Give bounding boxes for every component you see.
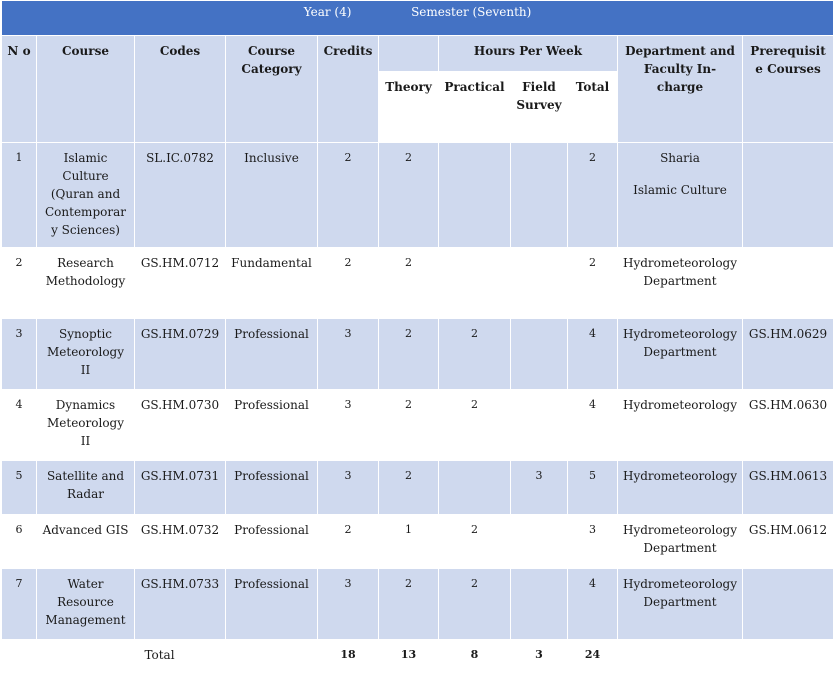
row-number: 4 (2, 390, 37, 461)
header-no: N o (2, 36, 37, 143)
department-spacer (623, 167, 737, 181)
course-code: GS.HM.0712 (135, 248, 226, 319)
field-survey-hours (511, 143, 568, 248)
theory-hours: 1 (379, 515, 439, 569)
table-row (2, 248, 834, 319)
practical-hours (439, 143, 511, 248)
credits-value: 3 (318, 461, 379, 515)
field-survey-hours (511, 248, 568, 319)
course-category: Professional (226, 319, 318, 390)
practical-hours: 2 (439, 319, 511, 390)
header-course: Course (37, 36, 135, 143)
department-name: Sharia (660, 151, 700, 165)
course-name: Satellite and Radar (37, 461, 135, 515)
department-subunit: Islamic Culture (633, 183, 727, 197)
total-row-filler (618, 640, 834, 673)
row-number: 6 (2, 515, 37, 569)
department-cell (618, 515, 743, 569)
prerequisite-courses (743, 248, 834, 319)
theory-hours: 2 (379, 390, 439, 461)
header-theory: Theory (379, 72, 439, 143)
table-row (2, 143, 834, 248)
field-survey-hours (511, 515, 568, 569)
total-hours: 4 (568, 569, 618, 640)
field-survey-hours (511, 319, 568, 390)
total-credits: 18 (318, 640, 379, 673)
practical-hours: 2 (439, 569, 511, 640)
practical-hours (439, 248, 511, 319)
department-cell (618, 143, 743, 248)
total-label: Total (2, 640, 318, 673)
row-number: 2 (2, 248, 37, 319)
course-code: GS.HM.0729 (135, 319, 226, 390)
course-name: Dynamics Meteorology II (37, 390, 135, 461)
field-survey-hours (511, 569, 568, 640)
course-code: GS.HM.0731 (135, 461, 226, 515)
total-row (2, 640, 834, 673)
course-code: GS.HM.0732 (135, 515, 226, 569)
prerequisite-courses (743, 569, 834, 640)
credits-value: 3 (318, 390, 379, 461)
department-cell (618, 319, 743, 390)
row-number: 3 (2, 319, 37, 390)
department-name: Hydrometeorology Department (623, 327, 737, 359)
practical-hours: 2 (439, 390, 511, 461)
theory-hours: 2 (379, 319, 439, 390)
course-category: Professional (226, 515, 318, 569)
total-hours: 3 (568, 515, 618, 569)
prerequisite-courses: GS.HM.0612 (743, 515, 834, 569)
table-row (2, 319, 834, 390)
practical-hours (439, 461, 511, 515)
total-hours: 2 (568, 248, 618, 319)
table-row (2, 569, 834, 640)
total-hours: 5 (568, 461, 618, 515)
department-name: Hydrometeorology Department (623, 577, 737, 609)
course-code: GS.HM.0730 (135, 390, 226, 461)
total-field-survey: 3 (511, 640, 568, 673)
prerequisite-courses: GS.HM.0613 (743, 461, 834, 515)
header-codes: Codes (135, 36, 226, 143)
credits-value: 2 (318, 515, 379, 569)
header-total: Total (568, 72, 618, 143)
prerequisite-courses: GS.HM.0629 (743, 319, 834, 390)
theory-hours: 2 (379, 143, 439, 248)
department-name: Hydrometeorology Department (623, 523, 737, 555)
semester-banner (2, 1, 834, 36)
course-category: Professional (226, 461, 318, 515)
department-name: Hydrometeorology (623, 469, 737, 483)
theory-hours: 2 (379, 569, 439, 640)
credits-value: 3 (318, 569, 379, 640)
total-hours: 4 (568, 390, 618, 461)
curriculum-table (1, 0, 834, 673)
course-category: Fundamental (226, 248, 318, 319)
header-practical: Practical (439, 72, 511, 143)
year-label: Year (4) (303, 5, 352, 19)
total-hours-sum: 24 (568, 640, 618, 673)
prerequisite-courses (743, 143, 834, 248)
course-name: Islamic Culture (Quran and Contemporary Sciences) (37, 143, 135, 248)
header-row (2, 36, 834, 72)
course-code: SL.IC.0782 (135, 143, 226, 248)
credits-value: 2 (318, 143, 379, 248)
table-row (2, 515, 834, 569)
table-row (2, 390, 834, 461)
department-cell (618, 569, 743, 640)
header-credits: Credits (318, 36, 379, 143)
prerequisite-courses: GS.HM.0630 (743, 390, 834, 461)
header-field-survey: Field Survey (511, 72, 568, 143)
header-hours-per-week: Hours Per Week (439, 36, 618, 72)
total-practical: 8 (439, 640, 511, 673)
theory-hours: 2 (379, 248, 439, 319)
total-hours: 4 (568, 319, 618, 390)
total-hours: 2 (568, 143, 618, 248)
header-prerequisite: Prerequisite Courses (743, 36, 834, 143)
row-number: 1 (2, 143, 37, 248)
practical-hours: 2 (439, 515, 511, 569)
field-survey-hours: 3 (511, 461, 568, 515)
department-name: Hydrometeorology (623, 398, 737, 412)
header-hours-spacer (379, 36, 439, 72)
total-theory: 13 (379, 640, 439, 673)
course-code: GS.HM.0733 (135, 569, 226, 640)
course-category: Inclusive (226, 143, 318, 248)
header-department: Department and Faculty In-charge (618, 36, 743, 143)
course-category: Professional (226, 390, 318, 461)
banner-cell (2, 1, 834, 36)
course-name: Synoptic Meteorology II (37, 319, 135, 390)
theory-hours: 2 (379, 461, 439, 515)
field-survey-hours (511, 390, 568, 461)
semester-label: Semester (Seventh) (411, 5, 532, 19)
credits-value: 2 (318, 248, 379, 319)
course-name: Research Methodology (37, 248, 135, 319)
row-number: 7 (2, 569, 37, 640)
header-category: Course Category (226, 36, 318, 143)
course-category: Professional (226, 569, 318, 640)
department-cell (618, 461, 743, 515)
department-cell (618, 390, 743, 461)
department-cell (618, 248, 743, 319)
table-row (2, 461, 834, 515)
course-name: Water Resource Management (37, 569, 135, 640)
department-name: Hydrometeorology Department (623, 256, 737, 288)
row-number: 5 (2, 461, 37, 515)
credits-value: 3 (318, 319, 379, 390)
course-name: Advanced GIS (37, 515, 135, 569)
